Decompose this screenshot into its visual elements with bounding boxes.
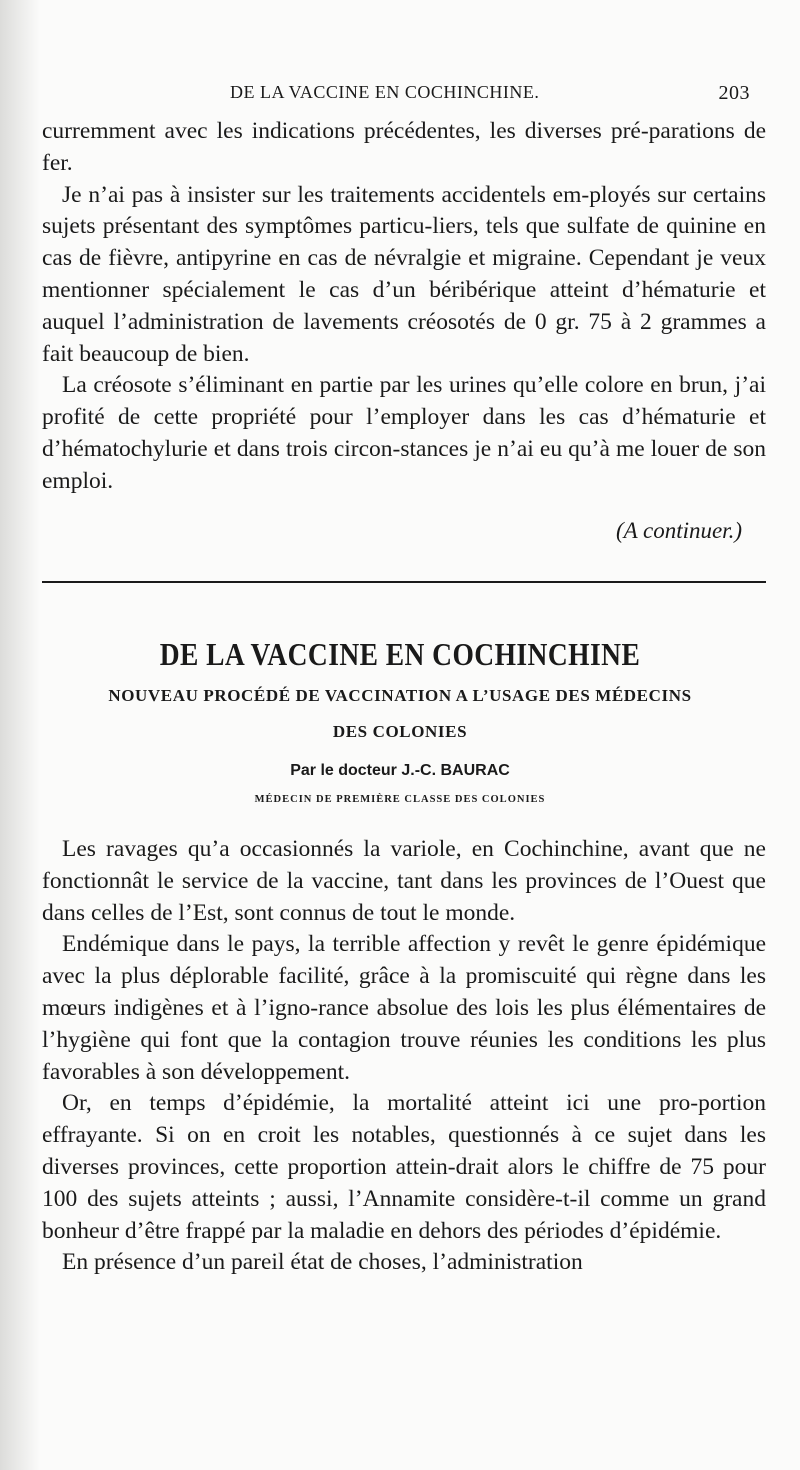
paragraph: Je n’ai pas à insister sur les traitements accidentels em-ployés sur certains sujets présentant des symptômes particu-liers, tels que sulfate de quinine en cas de fièvre, antipyrine en cas de névralgie et migraine. Cependant je veux mentionner spécialement le cas d’un béribérique atteint d’hématurie et auquel l’administration de lavements créosotés de 0 gr. 75 à 2 grammes a fait beaucoup de bien.	[42, 181, 766, 367]
article-subtitle: NOUVEAU PROCÉDÉ DE VACCINATION A L’USAGE DES MÉDECINS	[108, 686, 692, 705]
paragraph: Endémique dans le pays, la terrible affection y revêt le genre épidémique avec la plus déplorable facilité, grâce à la promiscuité qui règne dans les mœurs indigènes et à l’igno-rance absolue des lois les plus élémentaires de l’hygiène qui font que la contagion trouve réunies les conditions les plus favorables à son développement.	[42, 931, 766, 1085]
paragraph: Les ravages qu’a occasionnés la variole, en Cochinchine, avant que ne fonctionnât le service de la vaccine, tant dans les provinces de l’Ouest que dans celles de l’Est, sont connus de tout le monde.	[42, 836, 766, 926]
paragraph: En présence d’un pareil état de choses, l’administration	[62, 1249, 583, 1276]
article-body	[42, 834, 766, 1279]
article-title: DE LA VACCINE EN COCHINCHINE	[159, 636, 641, 672]
paragraph: curremment avec les indications précédentes, les diverses pré-parations de fer.	[42, 118, 766, 176]
author-role: MÉDECIN DE PREMIÈRE CLASSE DES COLONIES	[254, 794, 546, 805]
previous-article-text	[42, 116, 766, 498]
section-divider	[42, 581, 766, 583]
running-head-title: DE LA VACCINE EN COCHINCHINE.	[230, 82, 540, 102]
article-subtitle-continued: DES COLONIES	[332, 722, 468, 741]
author-byline: Par le docteur J.-C. BAURAC	[290, 762, 510, 779]
running-head	[230, 82, 750, 106]
to-be-continued: (A continuer.)	[615, 518, 742, 543]
paragraph: La créosote s’éliminant en partie par les urines qu’elle colore en brun, j’ai profité de cette propriété pour l’employer dans les cas d’hématurie et d’hématochylurie et dans trois circon-stances je n’ai eu qu’à me louer de son emploi.	[42, 372, 766, 494]
page-number: 203	[718, 82, 750, 104]
paragraph: Or, en temps d’épidémie, la mortalité atteint ici une pro-portion effrayante. Si on en croit les notables, questionnés à ce sujet dans les diverses provinces, cette proportion attein-drait alors le chiffre de 75 pour 100 des sujets atteints ; aussi, l’Annamite considère-t-il comme un grand bonheur d’être frappé par la maladie en dehors des périodes d’épidémie.	[42, 1090, 766, 1244]
